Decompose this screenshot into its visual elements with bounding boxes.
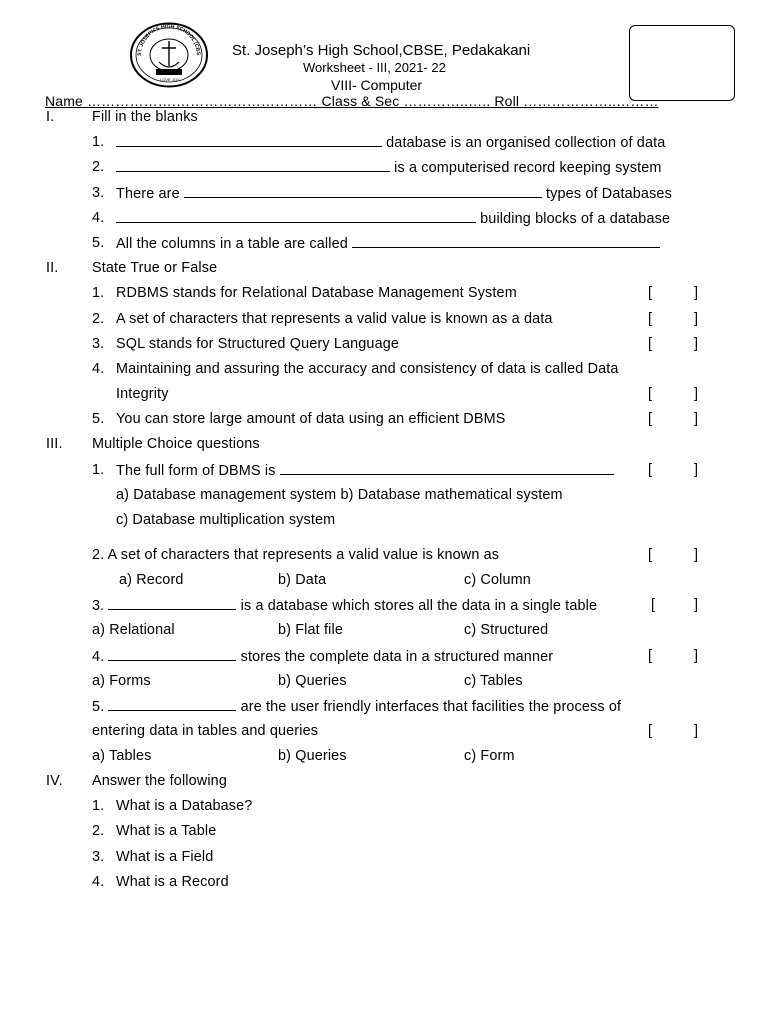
answer-blank [108, 698, 236, 711]
answer-bracket-open: [ [648, 311, 652, 327]
question-text: is a computerised record keeping system [116, 159, 662, 176]
answer-bracket-open: [ [648, 336, 652, 352]
option-c: c) Form [464, 748, 515, 764]
question-text: database is an organised collection of data [116, 134, 665, 151]
name-dots: ……………….………………………… [87, 93, 318, 109]
answer-bracket-close: ] [694, 723, 698, 739]
question-number: 3. [92, 185, 105, 201]
section-number: III. [46, 436, 63, 452]
question-text: A set of characters that represents a valid value is known as a data [116, 311, 553, 327]
answer-bracket-open: [ [648, 386, 652, 402]
section-number: IV. [46, 773, 63, 789]
question-text: You can store large amount of data using an efficient DBMS [116, 411, 506, 427]
question-text: There are types of Databases [116, 186, 672, 202]
option-line: c) Database multiplication system [116, 512, 336, 528]
answer-bracket-close: ] [694, 386, 698, 402]
answer-bracket-close: ] [694, 648, 698, 664]
roll-number-box [629, 25, 735, 101]
answer-bracket-close: ] [694, 597, 698, 613]
question-number: 3. [92, 336, 105, 352]
option-a: a) Tables [92, 748, 152, 764]
option-line: a) Database management system b) Database mathematical system [116, 487, 563, 503]
question-text-continued: Integrity [116, 386, 169, 402]
question-text: Maintaining and assuring the accuracy and consistency of data is called Data [116, 361, 619, 377]
option-a: a) Relational [92, 622, 175, 638]
section-title: State True or False [92, 260, 218, 276]
question-number: 2. [92, 311, 105, 327]
option-c: c) Structured [464, 622, 549, 638]
question-text: 4. stores the complete data in a structured manner [92, 649, 554, 665]
option-c: c) Column [464, 572, 531, 588]
question-number: 1. [92, 462, 105, 478]
question-text: 3. is a database which stores all the data in a single table [92, 598, 598, 614]
name-label: Name [45, 93, 83, 109]
option-b: b) Flat file [278, 622, 343, 638]
question-text: What is a Record [116, 874, 229, 890]
section-title: Multiple Choice questions [92, 436, 260, 452]
answer-blank [116, 134, 382, 147]
section-number: II. [46, 260, 59, 276]
option-b: b) Queries [278, 748, 347, 764]
answer-bracket-open: [ [648, 462, 652, 478]
answer-bracket-close: ] [694, 462, 698, 478]
question-text: RDBMS stands for Relational Database Management System [116, 285, 517, 301]
question-text: What is a Field [116, 849, 214, 865]
worksheet-title: Worksheet - III, 2021- 22 [303, 60, 446, 75]
roll-dots: ………………..……… [523, 93, 659, 109]
question-number: 3. [92, 849, 105, 865]
question-number: 4. [92, 361, 105, 377]
option-a: a) Forms [92, 673, 151, 689]
answer-bracket-close: ] [694, 411, 698, 427]
option-c: c) Tables [464, 673, 523, 689]
question-number: 2. [92, 823, 105, 839]
option-b: b) Queries [278, 673, 347, 689]
question-number: 5. [92, 235, 105, 251]
question-number: 1. [92, 134, 105, 150]
answer-blank [116, 159, 390, 172]
answer-bracket-open: [ [648, 723, 652, 739]
question-text: building blocks of a database [116, 210, 670, 227]
section-number: I. [46, 109, 55, 125]
question-number: 1. [92, 285, 105, 301]
question-number: 2. [92, 159, 105, 175]
question-number: 4. [92, 210, 105, 226]
answer-bracket-open: [ [648, 547, 652, 563]
question-number: 5. [92, 411, 105, 427]
option-a: a) Record [119, 572, 184, 588]
answer-blank [108, 597, 236, 610]
roll-label: Roll [494, 93, 520, 109]
school-seal-logo [129, 22, 209, 88]
subject-title: VIII- Computer [331, 77, 423, 93]
question-text: What is a Database? [116, 798, 253, 814]
svg-text:JOY: JOY [172, 77, 180, 82]
answer-bracket-close: ] [694, 336, 698, 352]
option-b: b) Data [278, 572, 327, 588]
class-label: Class & Sec [321, 93, 400, 109]
question-text: SQL stands for Structured Query Language [116, 336, 400, 352]
section-title: Fill in the blanks [92, 109, 198, 125]
question-text: What is a Table [116, 823, 217, 839]
answer-bracket-close: ] [694, 547, 698, 563]
answer-bracket-open: [ [648, 411, 652, 427]
question-text-continued: entering data in tables and queries [92, 723, 319, 739]
school-name: St. Joseph’s High School,CBSE, Pedakakani [232, 42, 531, 59]
class-dots: …………..….. [403, 93, 491, 109]
student-info-line [45, 93, 659, 109]
question-text: 2. A set of characters that represents a valid value is known as [92, 547, 500, 563]
answer-bracket-close: ] [694, 311, 698, 327]
answer-bracket-open: [ [651, 597, 655, 613]
section-title: Answer the following [92, 773, 227, 789]
answer-bracket-close: ] [694, 285, 698, 301]
question-number: 1. [92, 798, 105, 814]
answer-bracket-open: [ [648, 648, 652, 664]
answer-blank [116, 210, 476, 223]
answer-blank [108, 648, 236, 661]
svg-text:LOVE: LOVE [160, 77, 171, 82]
answer-blank [352, 235, 660, 248]
question-text: The full form of DBMS is [116, 462, 614, 479]
svg-text:ST. JOSEPH'S HIGH SCHOOL (CBSE: ST. JOSEPH'S HIGH SCHOOL (CBS [136, 23, 202, 57]
answer-blank [184, 185, 542, 198]
answer-blank [280, 462, 614, 475]
question-text: All the columns in a table are called [116, 235, 660, 252]
question-number: 4. [92, 874, 105, 890]
question-text: 5. are the user friendly interfaces that facilities the process of [92, 699, 622, 715]
answer-bracket-open: [ [648, 285, 652, 301]
